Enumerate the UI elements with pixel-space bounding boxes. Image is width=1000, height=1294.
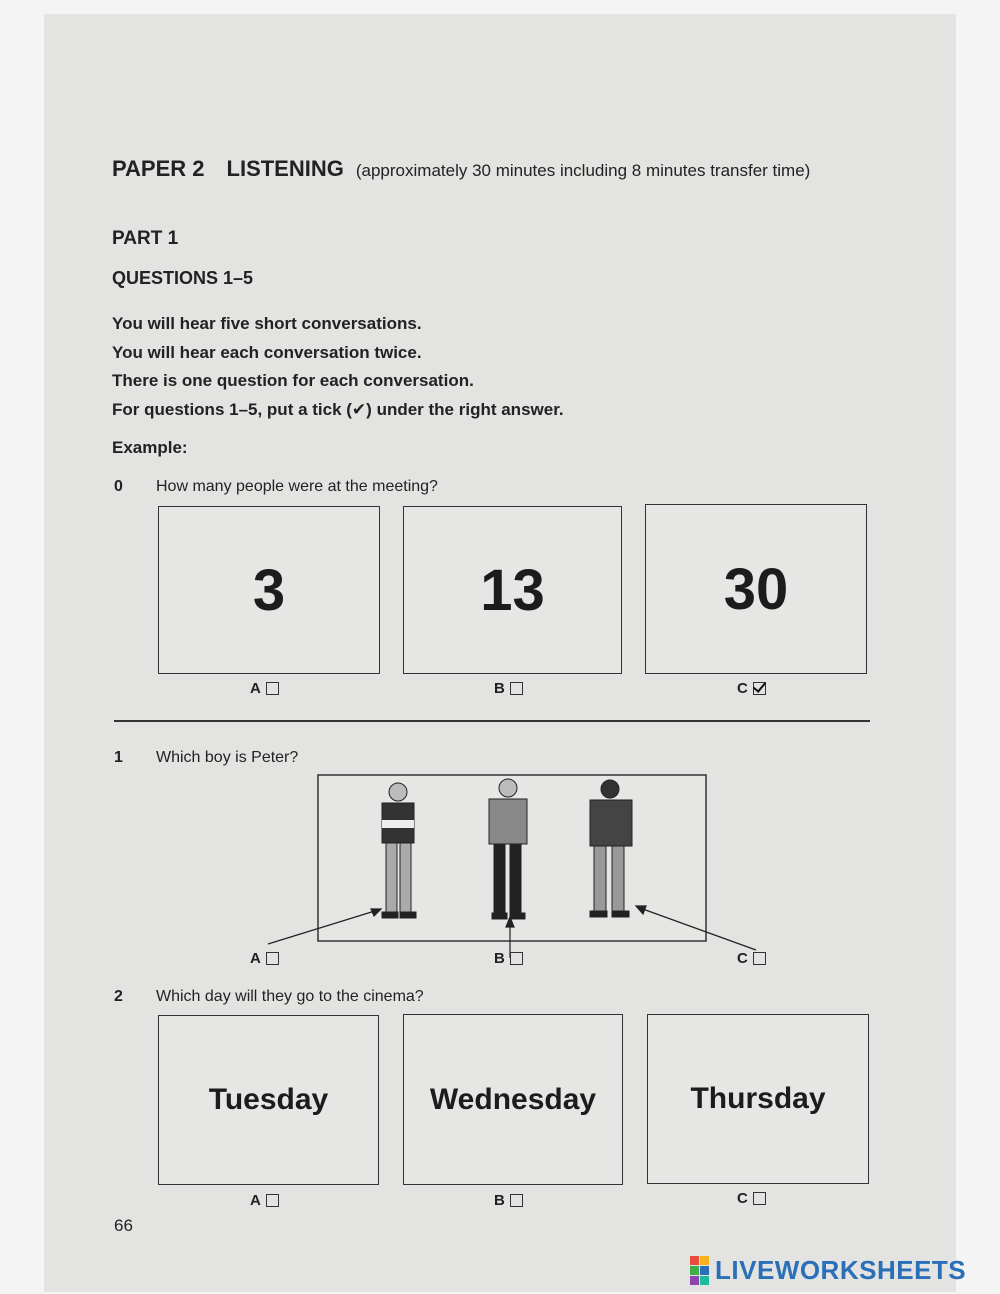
option-picture-c xyxy=(647,1014,869,1184)
option-picture-b xyxy=(403,1014,623,1185)
checkbox[interactable] xyxy=(753,952,766,965)
liveworksheets-logo xyxy=(690,1255,966,1286)
question-text: How many people were at the meeting? xyxy=(156,478,438,495)
question-number: 1 xyxy=(114,749,123,766)
option-letter: C xyxy=(737,1190,748,1207)
instruction-line: You will hear five short conversations. xyxy=(112,314,422,333)
option-content: Wednesday xyxy=(429,1082,597,1116)
checkbox[interactable] xyxy=(266,952,279,965)
option-letter: A xyxy=(250,950,261,967)
option-letter: B xyxy=(494,680,505,697)
option-c[interactable] xyxy=(737,950,766,967)
question-text: Which boy is Peter? xyxy=(156,749,299,766)
option-content: Tuesday xyxy=(208,1083,329,1116)
checkbox[interactable] xyxy=(266,1194,279,1207)
heading-subtitle: (approximately 30 minutes including 8 minutes transfer time) xyxy=(355,161,811,180)
option-picture-a xyxy=(158,1015,379,1185)
checkbox[interactable] xyxy=(753,1192,766,1205)
question-number: 0 xyxy=(114,478,123,495)
option-b[interactable] xyxy=(494,1192,523,1209)
instruction-line: You will hear each conversation twice. xyxy=(112,342,422,362)
checkbox[interactable] xyxy=(510,952,523,965)
instruction-line: For questions 1–5, put a tick (✔) under the right answer. xyxy=(112,399,564,419)
option-content: 30 xyxy=(723,556,789,622)
option-content: 3 xyxy=(252,557,286,623)
option-letter: A xyxy=(250,1192,261,1209)
option-letter: B xyxy=(494,1192,505,1209)
paper-label: PAPER 2 xyxy=(112,156,205,181)
option-letter: A xyxy=(250,680,261,697)
page-number: 66 xyxy=(114,1216,133,1235)
question-number: 2 xyxy=(114,988,123,1005)
option-content: Thursday xyxy=(690,1082,826,1115)
part-title: PART 1 xyxy=(112,228,179,249)
option-letter: B xyxy=(494,950,505,967)
instruction-line: There is one question for each conversation. xyxy=(112,371,474,390)
option-content: 13 xyxy=(480,557,545,623)
question-text: Which day will they go to the cinema? xyxy=(156,988,424,1005)
checkbox[interactable] xyxy=(510,1194,523,1207)
logo-text: LIVEWORKSHEETS xyxy=(715,1255,967,1285)
logo-icon xyxy=(690,1256,709,1285)
example-label: Example: xyxy=(112,438,188,457)
option-b[interactable] xyxy=(494,950,523,967)
option-a[interactable] xyxy=(250,1192,279,1209)
questions-range: QUESTIONS 1–5 xyxy=(112,268,254,288)
option-c[interactable] xyxy=(737,1190,766,1207)
section-label: LISTENING xyxy=(226,156,344,181)
option-letter: C xyxy=(737,680,748,697)
option-letter: C xyxy=(737,950,748,967)
option-a[interactable] xyxy=(250,950,279,967)
